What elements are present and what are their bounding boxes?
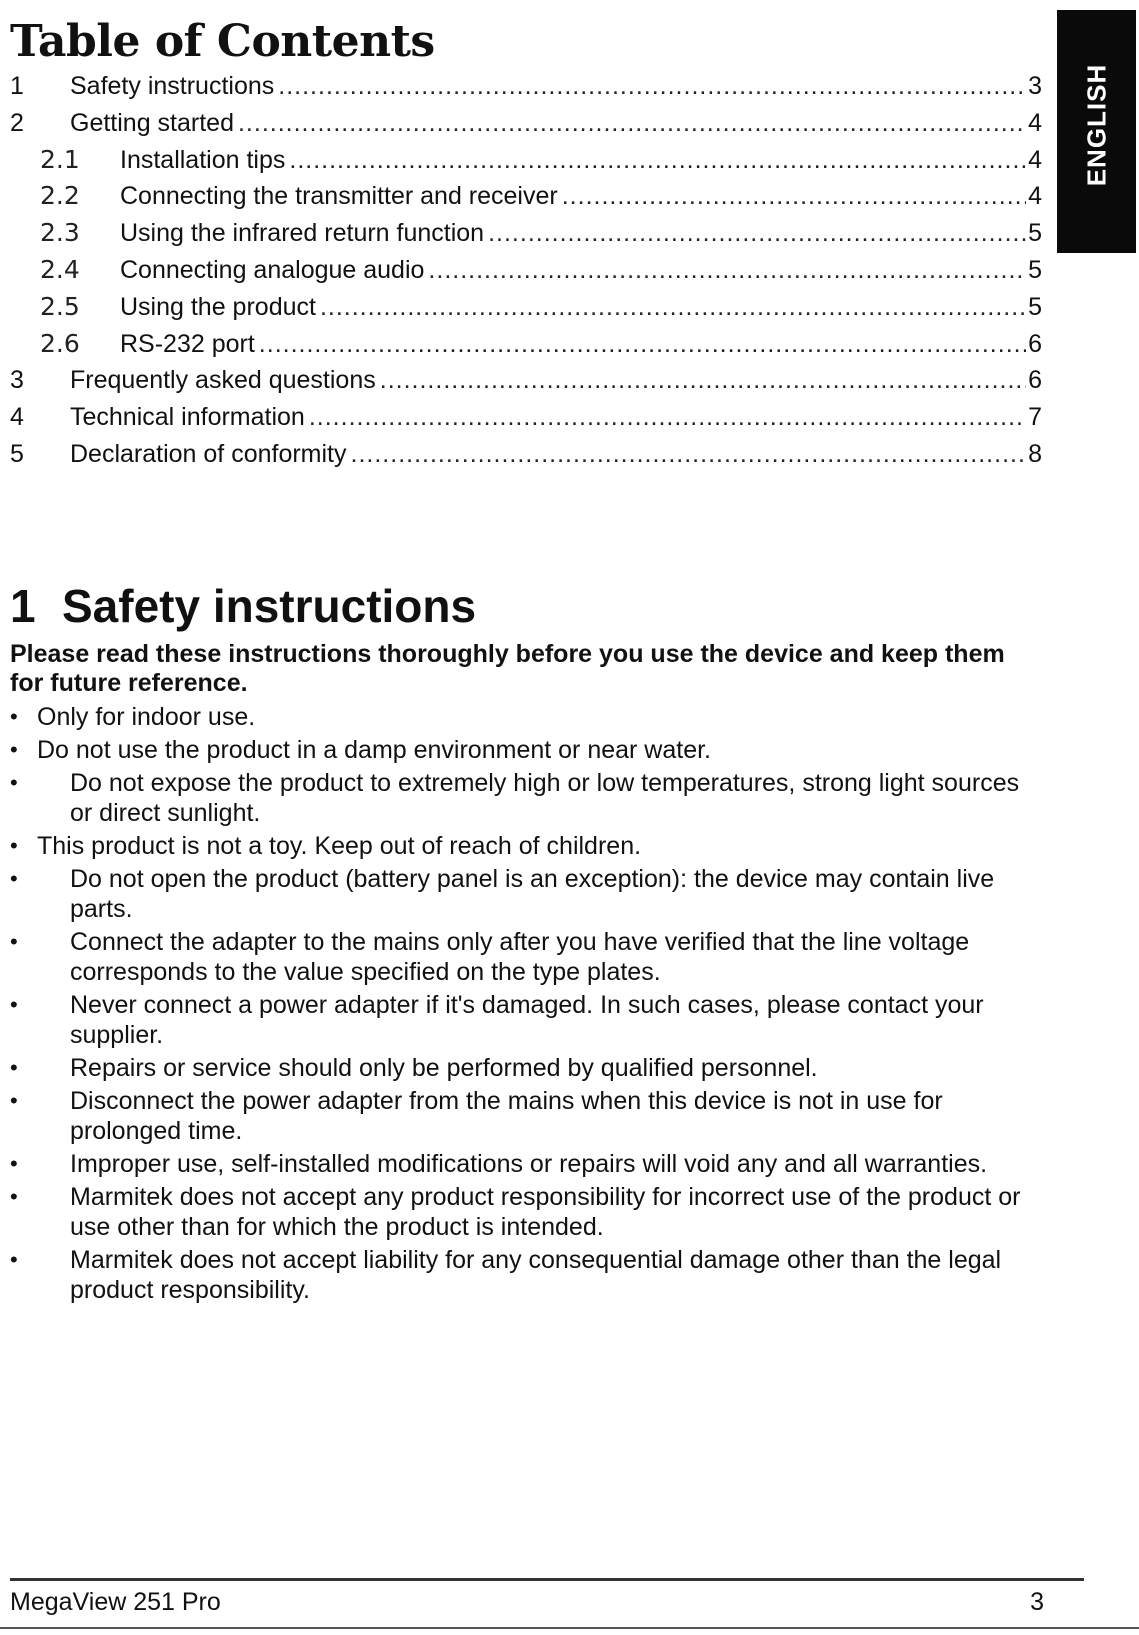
toc-entry-page: 3 [1028, 72, 1042, 100]
list-item [10, 990, 1040, 1050]
table-of-contents [10, 68, 1042, 473]
toc-entry-page: 4 [1028, 108, 1042, 137]
toc-leader-dots [309, 399, 1026, 435]
toc-entry-number: 2.4 [40, 254, 80, 284]
toc-entry-label: Safety instructions [70, 68, 278, 104]
list-item [10, 1053, 1040, 1083]
list-item [10, 1086, 1040, 1146]
list-item [10, 864, 1040, 924]
toc-entry-number: 4 [10, 403, 24, 432]
toc-entry-label: Using the product [120, 289, 320, 325]
toc-title: Table of Contents [10, 16, 435, 67]
toc-entry-label: Technical information [70, 399, 309, 435]
bullet-icon: • [10, 1151, 18, 1176]
list-item [10, 1149, 1040, 1179]
list-item [10, 768, 1040, 828]
toc-entry-page: 6 [1028, 366, 1042, 395]
footer-divider [10, 1578, 1084, 1581]
toc-entry-label: Installation tips [120, 142, 289, 178]
bullet-icon: • [10, 1055, 18, 1080]
section-title: Safety instructions [62, 580, 477, 632]
toc-leader-dots [320, 289, 1026, 325]
toc-subentry[interactable] [10, 326, 1042, 363]
toc-subentry[interactable] [10, 289, 1042, 326]
list-item-text: This product is not a toy. Keep out of reach of children. [37, 832, 642, 860]
toc-entry[interactable] [10, 436, 1042, 473]
toc-entry-number: 2.2 [40, 181, 80, 211]
toc-leader-dots [278, 68, 1026, 104]
list-item-text: Do not use the product in a damp environment or near water. [37, 736, 711, 764]
bullet-icon: • [10, 929, 18, 954]
list-item-text: Disconnect the power adapter from the mains when this device is not in use for prolonged time. [70, 1087, 943, 1145]
list-item-text: Marmitek does not accept any product responsibility for incorrect use of the product or use other than for which the product is intended. [70, 1183, 1021, 1241]
toc-subentry[interactable] [10, 178, 1042, 215]
toc-entry-label: Using the infrared return function [120, 215, 488, 251]
list-item-text: Improper use, self-installed modifications or repairs will void any and all warranties. [70, 1150, 988, 1178]
bullet-icon: • [10, 833, 18, 858]
toc-entry-page: 4 [1028, 145, 1042, 174]
toc-leader-dots [289, 142, 1026, 178]
toc-leader-dots [238, 105, 1026, 141]
toc-entry-page: 8 [1028, 439, 1042, 468]
list-item-text: Repairs or service should only be performed by qualified personnel. [70, 1054, 818, 1082]
toc-entry-number: 2.3 [40, 218, 80, 248]
list-item-text: Do not expose the product to extremely high or low temperatures, strong light sources or direct sunlight. [70, 769, 1020, 827]
toc-entry-page: 5 [1028, 292, 1042, 321]
toc-entry-page: 5 [1028, 255, 1042, 284]
list-item-text: Only for indoor use. [37, 703, 256, 731]
footer-page-number: 3 [1030, 1588, 1044, 1616]
language-tab [1057, 10, 1136, 253]
toc-leader-dots [351, 436, 1026, 472]
list-item-text: Connect the adapter to the mains only after you have verified that the line voltage corresponds to the value specified on the type plates. [70, 928, 970, 986]
toc-leader-dots [428, 252, 1026, 288]
toc-entry-page: 6 [1028, 329, 1042, 358]
toc-entry[interactable] [10, 105, 1042, 142]
toc-subentry[interactable] [10, 252, 1042, 289]
toc-subentry[interactable] [10, 142, 1042, 179]
list-item-text: Never connect a power adapter if it's damaged. In such cases, please contact your supplier. [70, 991, 984, 1049]
language-tab-label: ENGLISH [1081, 63, 1111, 187]
section-number: 1 [10, 580, 36, 632]
bullet-icon: • [10, 1088, 18, 1113]
toc-entry-number: 5 [10, 439, 24, 468]
list-item [10, 1245, 1040, 1305]
list-item-text: Marmitek does not accept liability for any consequential damage other than the legal product responsibility. [70, 1246, 1002, 1304]
toc-leader-dots [488, 215, 1026, 251]
bullet-icon: • [10, 992, 18, 1017]
toc-entry-number: 2 [10, 108, 24, 137]
toc-leader-dots [380, 362, 1026, 398]
footer-bottom-rule [0, 1627, 1139, 1629]
toc-entry-label: Connecting the transmitter and receiver [120, 178, 562, 214]
list-item [10, 702, 1040, 732]
toc-entry-page: 5 [1028, 219, 1042, 248]
list-item [10, 831, 1040, 861]
toc-entry[interactable] [10, 362, 1042, 399]
toc-leader-dots [562, 178, 1026, 214]
toc-entry-label: Connecting analogue audio [120, 252, 428, 288]
list-item [10, 927, 1040, 987]
toc-entry[interactable] [10, 68, 1042, 105]
list-item [10, 735, 1040, 765]
footer-product-name: MegaView 251 Pro [10, 1588, 221, 1616]
toc-entry-number: 2.5 [40, 291, 80, 321]
toc-entry-label: Frequently asked questions [70, 362, 380, 398]
toc-entry-number: 2.6 [40, 328, 80, 358]
bullet-icon: • [10, 1184, 18, 1209]
toc-entry-number: 2.1 [40, 144, 80, 174]
toc-leader-dots [259, 326, 1026, 362]
toc-entry-page: 4 [1028, 182, 1042, 211]
section-heading [10, 578, 476, 634]
safety-list [10, 702, 1040, 1308]
toc-entry-label: Declaration of conformity [70, 436, 351, 472]
list-item [10, 1182, 1040, 1242]
toc-entry-label: Getting started [70, 105, 238, 141]
toc-entry-page: 7 [1028, 403, 1042, 432]
bullet-icon: • [10, 704, 18, 729]
list-item-text: Do not open the product (battery panel is an exception): the device may contain live parts. [70, 865, 995, 923]
bullet-icon: • [10, 866, 18, 891]
bullet-icon: • [10, 737, 18, 762]
section-intro: Please read these instructions thoroughly before you use the device and keep them for future reference. [10, 640, 1005, 697]
toc-entry[interactable] [10, 399, 1042, 436]
bullet-icon: • [10, 1247, 18, 1272]
toc-entry-number: 3 [10, 366, 24, 395]
bullet-icon: • [10, 770, 18, 795]
toc-entry-number: 1 [10, 72, 24, 100]
toc-entry-label: RS-232 port [120, 326, 259, 362]
toc-subentry[interactable] [10, 215, 1042, 252]
